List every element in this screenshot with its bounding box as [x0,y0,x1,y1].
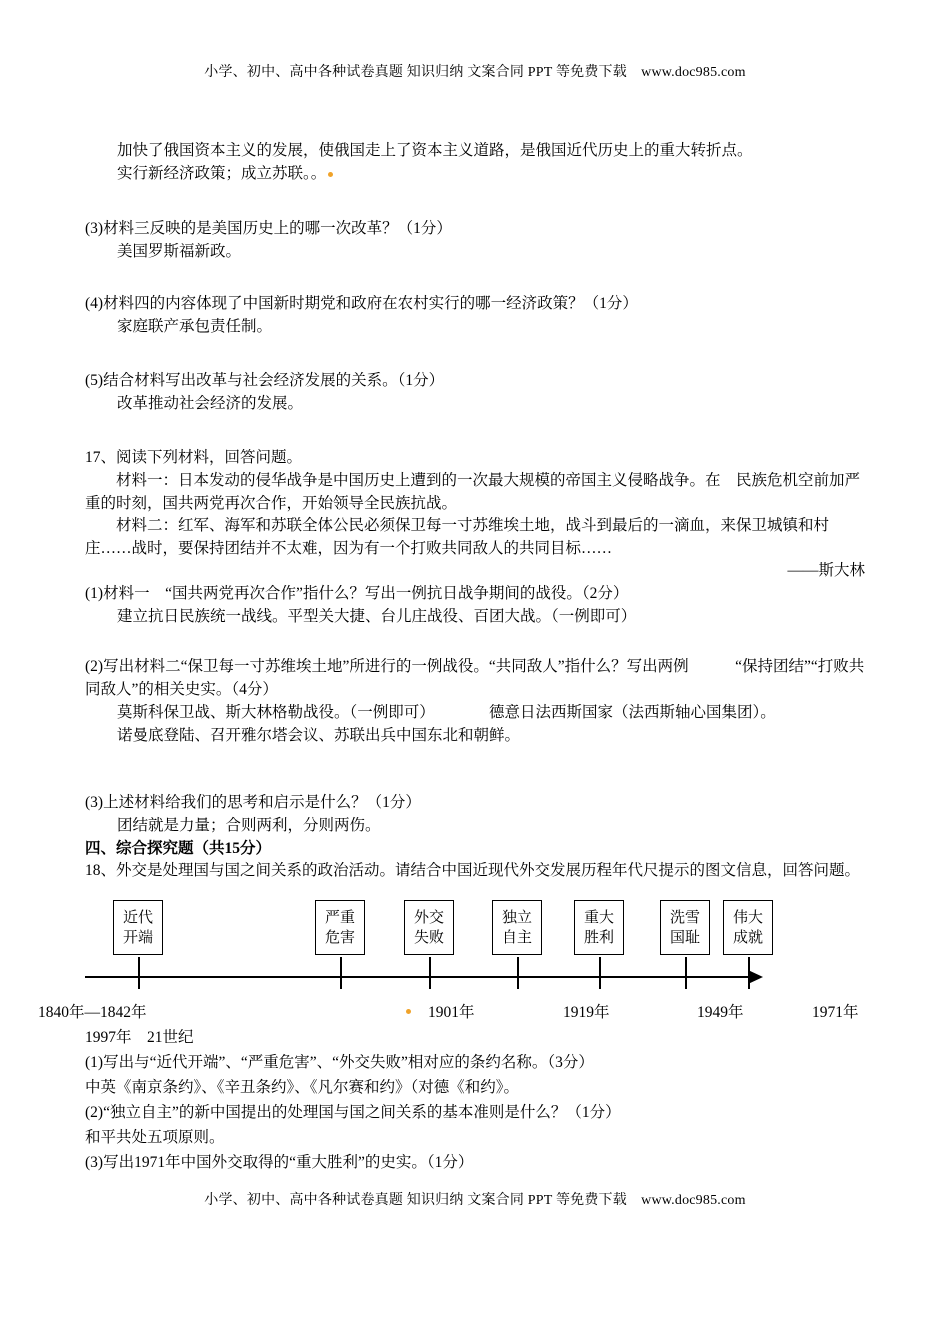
question-line: (4)材料四的内容体现了中国新时期党和政府在农村实行的哪一经济政策？（1分） [85,295,638,312]
answer-line: 莫斯科保卫战、斯大林格勒战役。（一例即可） 德意日法西斯国家（法西斯轴心国集团）。 [117,704,776,721]
material-paragraph: 材料一：日本发动的侵华战争是中国历史上遭到的一次最大规模的帝国主义侵略战争。在 民族危机空前加严重的时刻，国共两党再次合作，开始领导全民族抗战。 [85,472,861,512]
page-footer-text: 小学、初中、高中各种试卷真题 知识归纳 文案合同 PPT 等免费下载 www.doc985.com [204,1193,746,1208]
timeline-box-label: 独立 [501,909,532,926]
timeline-box-label: 失败 [413,929,444,946]
timeline-date: 1919年 [563,1004,610,1021]
timeline-box [404,900,454,955]
answer-line [117,163,333,186]
question-line: (3)上述材料给我们的思考和启示是什么？（1分） [85,794,421,811]
timeline-box-label: 重大 [583,909,614,926]
timeline-connector [340,957,342,977]
timeline-box [574,900,624,955]
timeline-box-label: 成就 [732,929,763,946]
timeline-box-label: 自主 [501,929,532,946]
timeline-tick [340,978,342,989]
timeline-box [315,900,365,955]
timeline-box-label: 危害 [324,929,355,946]
timeline-connector [429,957,431,977]
timeline-box [113,900,163,955]
timeline-tick [138,978,140,989]
timeline-box-label: 伟大 [732,909,763,926]
answer-line: 建立抗日民族统一战线。平型关大捷、台儿庄战役、百团大战。（一例即可） [117,608,637,625]
answer-line: 和平共处五项原则。 [85,1129,225,1146]
quote-attribution: ——斯大林 [787,562,865,579]
timeline-tick [748,978,750,989]
timeline-connector [138,957,140,977]
answer-line: 加快了俄国资本主义的发展，使俄国走上了资本主义道路，是俄国近代历史上的重大转折点。 [117,142,753,159]
question-number-line: 17、阅读下列材料，回答问题。 [85,449,303,466]
timeline-date: 1971年 [812,1004,859,1021]
timeline-date: 1840年—1842年 [38,1004,147,1021]
timeline-box-label: 国耻 [669,929,700,946]
timeline-date: 1901年 [428,1004,475,1021]
timeline-axis-line [85,976,750,978]
section-title: 四、综合探究题（共15分） [85,840,272,857]
orange-dot-marker [328,172,333,177]
answer-line: 诺曼底登陆、召开雅尔塔会议、苏联出兵中国东北和朝鲜。 [117,727,521,744]
question-line: (2)写出材料二“保卫每一寸苏维埃土地”所进行的一例战役。“共同敌人”指什么？写出两例 “保持团结”“打败共同敌人”的相关史实。（4分） [85,658,865,698]
timeline-box-label: 近代 [122,909,153,926]
timeline-date-line2: 1997年 21世纪 [85,1029,194,1046]
answer-line: 家庭联产承包责任制。 [117,318,273,335]
question-line: (5)结合材料写出改革与社会经济发展的关系。（1分） [85,372,445,389]
timeline-connector [517,957,519,977]
answer-line: 改革推动社会经济的发展。 [117,395,304,412]
timeline-connector [599,957,601,977]
timeline-box [492,900,542,955]
timeline-box-label: 胜利 [583,929,614,946]
question-line: (1)写出与“近代开端”、“严重危害”、“外交失败”相对应的条约名称。（3分） [85,1054,594,1071]
timeline-tick [599,978,601,989]
timeline-tick [517,978,519,989]
timeline-box-label: 开端 [122,929,153,946]
timeline-connector [685,957,687,977]
answer-line: 美国罗斯福新政。 [117,243,242,260]
timeline-box-label: 洗雪 [669,909,700,926]
answer-line: 中英《南京条约》、《辛丑条约》、《凡尔赛和约》（对德《和约》。 [85,1079,520,1096]
question-line: (3)材料三反映的是美国历史上的哪一次改革？（1分） [85,220,452,237]
timeline-box [723,900,773,955]
timeline-box-label: 严重 [324,909,355,926]
timeline-box [660,900,710,955]
page-header-text: 小学、初中、高中各种试卷真题 知识归纳 文案合同 PPT 等免费下载 www.doc985.com [204,65,746,80]
question-line: (3)写出1971年中国外交取得的“重大胜利”的史实。（1分） [85,1154,474,1171]
timeline-box-label: 外交 [413,909,444,926]
material-paragraph: 材料二：红军、海军和苏联全体公民必须保卫每一寸苏维埃土地，战斗到最后的一滴血，来保卫城镇和村庄……战时，要保持团结并不太难，因为有一个打败共同敌人的共同目标…… [85,517,830,557]
orange-dot-marker [406,1009,411,1014]
question-line: (2)“独立自主”的新中国提出的处理国与国之间关系的基本准则是什么？（1分） [85,1104,621,1121]
answer-line: 团结就是力量；合则两利，分则两伤。 [117,817,381,834]
timeline-tick [685,978,687,989]
answer-text: 实行新经济政策；成立苏联。。 [117,165,327,182]
timeline-date: 1949年 [697,1004,744,1021]
timeline-tick [429,978,431,989]
question-line: (1)材料一 “国共两党再次合作”指什么？写出一例抗日战争期间的战役。（2分） [85,585,629,602]
question-line: 18、外交是处理国与国之间关系的政治活动。请结合中国近现代外交发展历程年代尺提示的图文信息，回答问题。 [85,862,861,879]
timeline-arrow-icon [748,970,763,984]
